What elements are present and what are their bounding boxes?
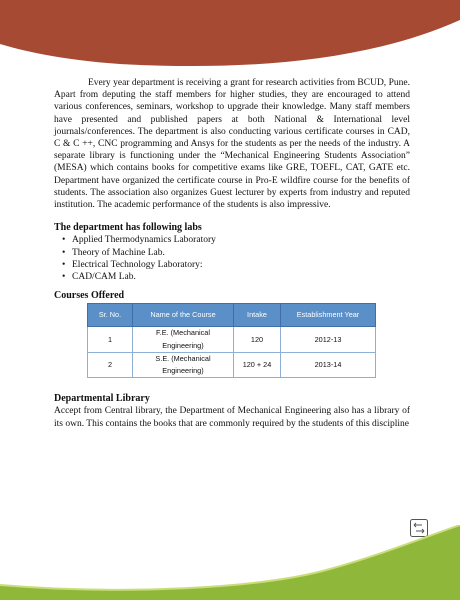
table-cell: 120 xyxy=(234,327,281,352)
table-header-row xyxy=(88,304,376,327)
column-header: Intake xyxy=(234,304,281,327)
table-cell: 2 xyxy=(88,352,133,377)
table-cell: 2012-13 xyxy=(281,327,376,352)
table-cell: S.E. (Mechanical Engineering) xyxy=(133,352,234,377)
courses-table xyxy=(87,303,376,378)
table-cell: 1 xyxy=(88,327,133,352)
table-row xyxy=(88,352,376,377)
lab-item: • CAD/CAM Lab. xyxy=(72,271,410,283)
table-row xyxy=(88,327,376,352)
labs-heading: The department has following labs xyxy=(54,222,202,234)
library-heading: Departmental Library xyxy=(54,393,150,405)
column-header: Sr. No. xyxy=(88,304,133,327)
library-paragraph: Accept from Central library, the Department of Mechanical Engineering also has a library of its own. This contains the books that are commonly required by the students of this discipline xyxy=(54,406,410,429)
labs-list xyxy=(54,234,410,283)
column-header: Name of the Course xyxy=(133,304,234,327)
table-cell: 120 + 24 xyxy=(234,352,281,377)
lab-item: • Applied Thermodynamics Laboratory xyxy=(72,234,410,246)
lab-item: • Theory of Machine Lab. xyxy=(72,247,410,259)
lab-item: • Electrical Technology Laboratory: xyxy=(72,259,410,271)
table-cell: F.E. (Mechanical Engineering) xyxy=(133,327,234,352)
column-header: Establishment Year xyxy=(281,304,376,327)
intro-paragraph: Every year department is receiving a grant for research activities from BCUD, Pune. Apart from deputing the staff members for higher studies, they are encouraged to attend various conferences, seminars, workshop to upgrade their knowledge. Many staff members have presented and published papers at both National & International level journals/conferences. The department is also conducting various certificate courses in CAD, C & C ++, CNC programming and Ansys for the students as per the needs of the industry. A separate library is functioning under the “Mechanical Engineering Students Association” (MESA) which contains books for competitive exams like GRE, TOEFL, CAT, GATE etc. Department have organized the certificate course in Pro-E wildfire course for the benefits of students. The association also organizes Guest lecturer by experts from industry and reputed institution. The academic performance of the students is also impressive. xyxy=(54,78,410,211)
page-content xyxy=(54,77,410,430)
bottom-decorative-wave xyxy=(0,525,460,600)
table-cell: 2013-14 xyxy=(281,352,376,377)
courses-heading: Courses Offered xyxy=(54,290,125,302)
